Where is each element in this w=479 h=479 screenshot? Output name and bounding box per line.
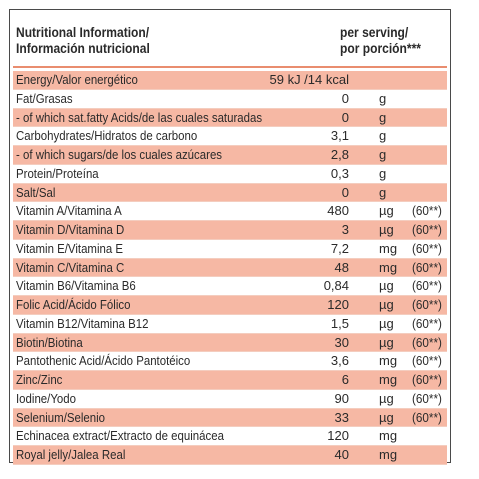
nutrient-value: 1,5 <box>330 315 349 331</box>
table-row <box>13 277 447 296</box>
nutrient-name: Vitamin C/Vitamina C <box>16 259 125 275</box>
nutrient-value: 0 <box>341 109 349 125</box>
nutrient-name: Royal jelly/Jalea Real <box>16 447 126 462</box>
table-row <box>13 315 447 334</box>
nutrient-percent: (60**) <box>412 315 442 331</box>
nutrient-value: 2,8 <box>330 147 349 162</box>
nutrient-value: 3,6 <box>330 353 349 369</box>
table-row <box>13 90 447 109</box>
table-row <box>13 427 447 446</box>
nutrient-value: 7,2 <box>330 240 349 256</box>
nutrient-name: Vitamin B6/Vitamina B6 <box>16 278 136 294</box>
table-row <box>13 221 447 240</box>
nutrient-value: 0 <box>341 184 349 200</box>
nutrient-value: 59 kJ /14 kcal <box>269 72 349 87</box>
nutrient-unit: mg <box>379 353 398 369</box>
table-row <box>13 202 447 221</box>
nutrient-percent: (60**) <box>412 372 442 387</box>
nutrient-unit: g <box>379 90 387 106</box>
nutrient-name: Vitamin A/Vitamina A <box>16 203 122 219</box>
nutrient-value: 40 <box>334 447 349 462</box>
header-title-es: Información nutricional <box>16 40 150 56</box>
table-row <box>13 127 447 146</box>
nutrient-unit: mg <box>379 259 398 275</box>
nutrient-name: Pantothenic Acid/Ácido Pantotéico <box>16 353 191 369</box>
table-row <box>13 446 447 465</box>
table-row <box>13 371 447 390</box>
nutrient-name: Biotin/Biotina <box>16 334 83 350</box>
nutrient-name: Energy/Valor energético <box>16 72 138 87</box>
nutrient-name: - of which sugars/de los cuales azúcares <box>16 147 223 162</box>
nutrient-unit: g <box>379 109 387 125</box>
nutrient-name: Echinacea extract/Extracto de equinácea <box>16 428 224 444</box>
nutrient-percent: (60**) <box>412 222 442 237</box>
nutrient-value: 3,1 <box>330 128 349 144</box>
nutrient-percent: (60**) <box>412 240 442 256</box>
nutrient-unit: g <box>379 184 387 200</box>
nutrient-value: 90 <box>334 390 349 406</box>
nutrient-unit: µg <box>379 278 394 294</box>
table-row <box>13 390 447 409</box>
nutrient-value: 0,3 <box>330 165 349 181</box>
nutrient-unit: mg <box>379 428 398 444</box>
table-row <box>13 109 447 128</box>
nutrient-name: Fat/Grasas <box>16 90 73 106</box>
nutrient-value: 6 <box>341 372 349 387</box>
nutrient-name: Zinc/Zinc <box>16 372 63 387</box>
nutrient-unit: µg <box>379 203 394 219</box>
nutrient-name: Protein/Proteína <box>16 165 99 181</box>
nutrient-percent: (60**) <box>412 334 442 350</box>
nutrient-percent: (60**) <box>412 297 442 312</box>
header-title-en: Nutritional Information/ <box>16 24 150 40</box>
nutrient-percent: (60**) <box>412 390 442 406</box>
nutrient-value: 120 <box>327 297 349 312</box>
table-row <box>13 296 447 315</box>
nutrient-value: 33 <box>334 409 349 425</box>
nutrient-unit: µg <box>379 334 394 350</box>
nutrient-unit: µg <box>379 409 394 425</box>
nutrient-percent: (60**) <box>412 353 442 369</box>
nutrient-unit: g <box>379 147 387 162</box>
nutrient-value: 0,84 <box>323 278 349 294</box>
nutrient-name: Vitamin E/Vitamina E <box>16 240 124 256</box>
nutrient-unit: g <box>379 128 387 144</box>
nutrient-unit: µg <box>379 222 394 237</box>
nutrient-name: Iodine/Yodo <box>16 390 77 406</box>
table-row <box>13 352 447 371</box>
nutrient-unit: µg <box>379 315 394 331</box>
nutrient-percent: (60**) <box>412 259 442 275</box>
nutrient-value: 0 <box>341 90 349 106</box>
nutrient-name: Selenium/Selenio <box>16 409 106 425</box>
nutrient-name: Vitamin D/Vitamina D <box>16 222 125 237</box>
nutrient-unit: g <box>379 165 387 181</box>
nutrient-percent: (60**) <box>412 278 442 294</box>
nutrient-value: 48 <box>334 259 349 275</box>
nutrient-unit: mg <box>379 447 398 462</box>
nutrient-name: Vitamin B12/Vitamina B12 <box>16 315 149 331</box>
nutrient-name: - of which sat.fatty Acids/de las cuales saturadas <box>16 109 263 125</box>
nutrient-value: 480 <box>327 203 349 219</box>
nutrient-name: Salt/Sal <box>16 184 56 200</box>
nutrient-name: Folic Acid/Ácido Fólico <box>16 297 131 312</box>
header-divider <box>13 66 447 68</box>
table-row <box>13 184 447 203</box>
table-row <box>13 240 447 259</box>
nutrient-value: 120 <box>327 428 349 444</box>
table-row <box>13 409 447 428</box>
table-row <box>13 71 447 90</box>
table-row <box>13 165 447 184</box>
nutrient-percent: (60**) <box>412 203 442 219</box>
table-row <box>13 259 447 278</box>
nutrient-unit: mg <box>379 240 398 256</box>
nutrient-unit: µg <box>379 297 394 312</box>
nutrient-table <box>13 71 447 465</box>
header-serving <box>340 24 421 56</box>
nutrient-unit: mg <box>379 372 398 387</box>
nutrient-name: Carbohydrates/Hidratos de carbono <box>16 128 198 144</box>
table-row <box>13 146 447 165</box>
nutrient-percent: (60**) <box>412 409 442 425</box>
header-serving-es: por porción*** <box>340 40 421 56</box>
nutrient-value: 3 <box>341 222 349 237</box>
label-header <box>10 10 450 66</box>
nutrition-label <box>9 9 451 463</box>
header-serving-en: per serving/ <box>340 24 409 40</box>
nutrient-unit: µg <box>379 390 394 406</box>
table-row <box>13 334 447 353</box>
header-title <box>16 24 150 56</box>
nutrient-value: 30 <box>334 334 349 350</box>
